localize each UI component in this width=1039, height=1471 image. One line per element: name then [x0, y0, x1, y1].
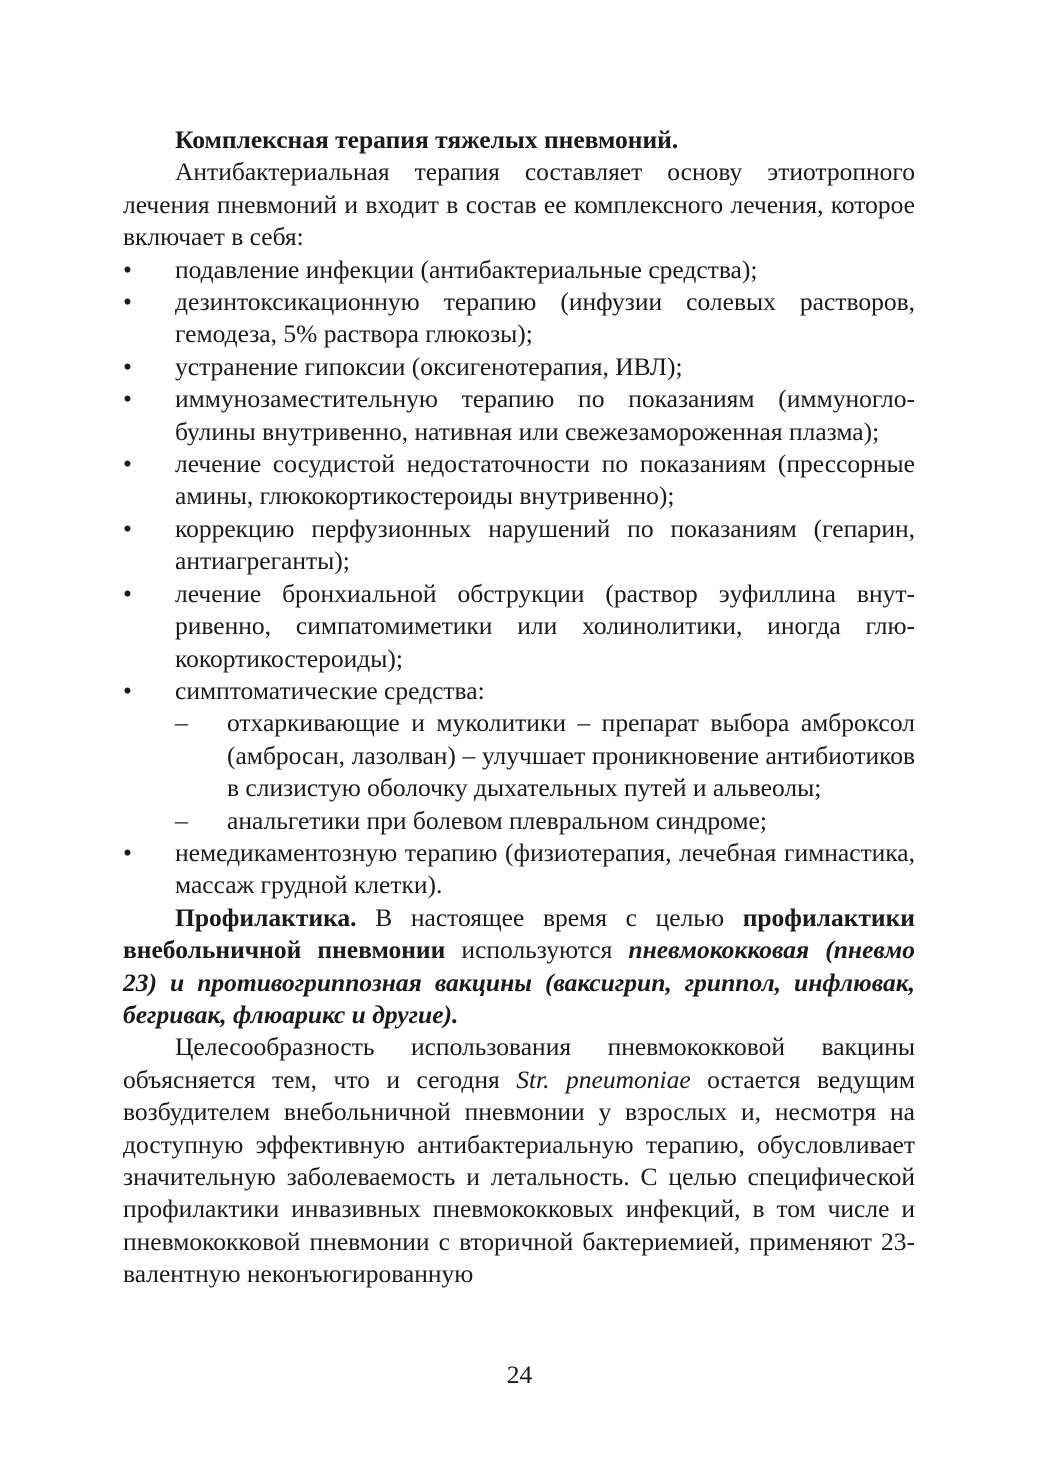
treatment-list — [123, 254, 915, 902]
sub-list-item-text: отхаркивающие и муколитики – препарат выбора амброксол (амбросан, лазолван) – улучшает проникновение антибиотиков в слизистую оболочку дыхательных путей и альвеолы; — [227, 708, 915, 803]
list-item — [123, 351, 915, 383]
closing-text: Целесообразность использования пневмококковой вакцины объясняется тем, что и сегодня — [123, 1032, 915, 1094]
pathogen-name: Str. pneumoniae — [516, 1064, 691, 1094]
bullet-icon: • — [123, 578, 132, 608]
prophylaxis-text: В настоящее время с целью — [356, 902, 743, 932]
section-heading: Комплексная терапия тяжелых пневмоний. — [175, 125, 679, 154]
vaccines-emphasis: пневмококковая (пневмо 23) и противогриппозная вакцины (ваксигрип, гриппол, инфлювак, бегривак, флюарикс и другие). — [123, 935, 915, 1029]
list-item — [123, 513, 915, 578]
closing-text: остается ведущим возбудителем внебольничной пневмонии у взрослых и, несмотря на доступную эффективную антибактериальную терапию, обусловливает значительную заболеваемость и летальность. С целью специфической профилактики инвазивных пневмококковых инфекций, в том числе и пневмококковой пневмонии с вторичной бактериемией, применяют 23-валентную неконъюгированную — [123, 1064, 915, 1289]
sub-list-item — [175, 805, 915, 837]
prophylaxis-label: Профилактика. — [175, 902, 357, 932]
prophylaxis-paragraph — [123, 902, 915, 1032]
bullet-icon: • — [123, 449, 132, 479]
list-item — [123, 448, 915, 513]
list-item-text: лечение бронхиальной обструкции (раствор эуфиллина внутривенно, симпатомиметики или холинолитики, иногда глюкокортикостероиды); — [175, 578, 915, 673]
sub-list-item — [175, 707, 915, 804]
closing-paragraph — [123, 1031, 915, 1290]
page-number: 24 — [506, 1360, 533, 1389]
list-item — [123, 837, 915, 902]
document-page — [123, 124, 915, 1291]
intro-paragraph: Антибактериальная терапия составляет основу этиотропного лечения пневмоний и входит в состав ее комплексного лечения, которое включает в себя: — [123, 157, 915, 252]
list-item-text: лечение сосудистой недостаточности по показаниям (прессорные амины, глюкокортикостероиды внутривенно); — [175, 449, 915, 511]
sub-list-item-text: анальгетики при болевом плевральном синдроме; — [227, 805, 767, 835]
list-item-text: немедикаментозную терапию (физиотерапия, лечебная гимнастика, массаж грудной клетки). — [175, 837, 915, 900]
symptomatic-sublist — [175, 707, 915, 837]
bullet-icon: • — [123, 675, 132, 705]
list-item — [123, 286, 915, 351]
bullet-icon: • — [123, 351, 132, 381]
list-item-text: дезинтоксикационную терапию (инфузии солевых растворов, гемодеза, 5% раствора глюкозы); — [175, 287, 915, 349]
list-item-text: устранение гипоксии (оксигенотерапия, ИВЛ); — [175, 351, 683, 381]
bullet-icon: • — [123, 287, 132, 317]
list-item — [123, 254, 915, 286]
list-item — [123, 578, 915, 675]
dash-icon: – — [175, 708, 188, 738]
list-item-text: иммунозаместительную терапию по показаниям (иммуноглобулины внутривенно, нативная или свежезамороженная плазма); — [175, 384, 915, 446]
prophylaxis-emphasis: профилактики внебольничной пневмонии — [123, 902, 915, 965]
bullet-icon: • — [123, 837, 132, 867]
dash-icon: – — [175, 805, 188, 835]
prophylaxis-text: используются — [445, 935, 629, 965]
bullet-icon: • — [123, 513, 132, 543]
list-item-text: подавление инфекции (антибактериальные средства); — [175, 254, 758, 284]
bullet-icon: • — [123, 254, 132, 284]
list-item — [123, 383, 915, 448]
list-item — [123, 675, 915, 837]
list-item-text: симптоматические средства: — [175, 675, 485, 705]
bullet-icon: • — [123, 384, 132, 414]
list-item-text: коррекцию перфузионных нарушений по показаниям (гепарин, антиагреганты); — [175, 513, 915, 576]
